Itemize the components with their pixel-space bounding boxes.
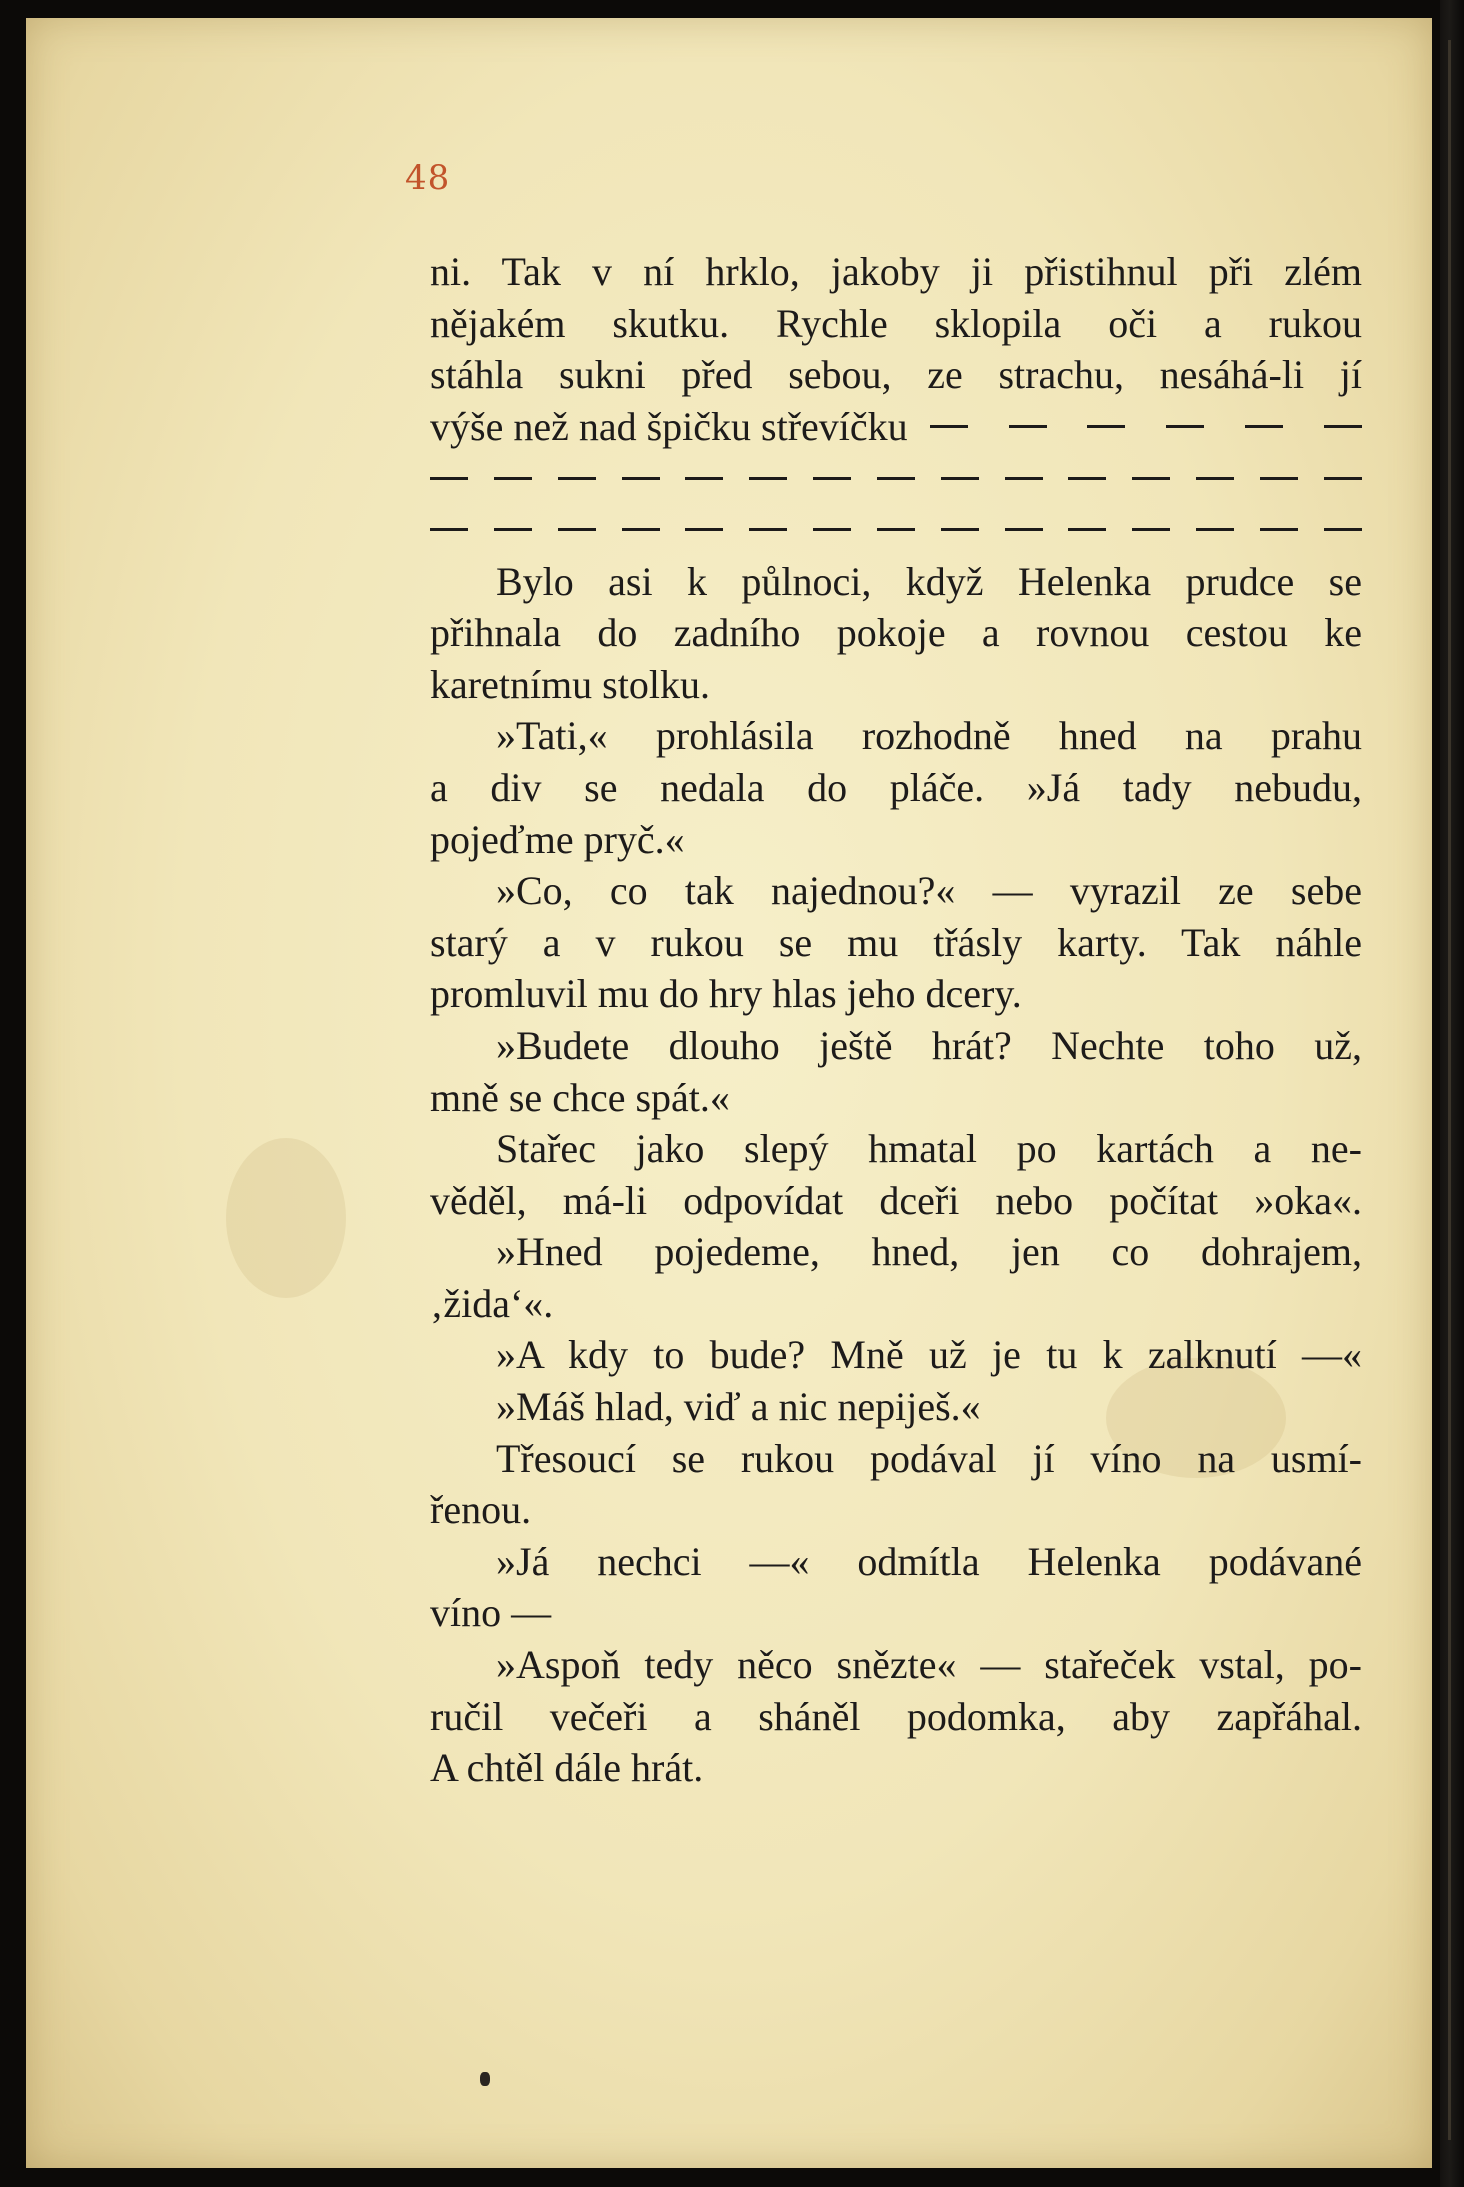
dash	[622, 528, 660, 531]
text-line: stáhla sukni před sebou, ze strachu, nesáhá-li jí	[430, 352, 1362, 398]
text-line: Bylo asi k půlnoci, když Helenka prudce se	[496, 558, 1362, 604]
book-page	[26, 18, 1432, 2168]
paragraph	[430, 246, 1362, 298]
text-line: »Tati,« prohlásila rozhodně hned na prahu	[496, 713, 1362, 759]
paragraph	[430, 1484, 1362, 1536]
paragraph	[430, 968, 1362, 1020]
paragraph	[430, 556, 1362, 608]
dash	[430, 528, 468, 531]
dash	[1087, 425, 1125, 428]
text-line: nějakém skutku. Rychle sklopila oči a rukou	[430, 300, 1362, 346]
dash	[685, 477, 723, 480]
paragraph	[430, 1329, 1362, 1381]
dash	[1005, 528, 1043, 531]
dash	[1260, 477, 1298, 480]
text-line: »Máš hlad, viď a nic nepiješ.«	[496, 1384, 981, 1430]
dash-row	[930, 425, 1362, 428]
paragraph	[430, 1381, 1362, 1433]
dash	[930, 425, 968, 428]
dash	[1245, 425, 1283, 428]
paragraph	[430, 710, 1362, 762]
dash	[749, 528, 787, 531]
paragraph	[430, 1691, 1362, 1743]
paper-stain	[226, 1138, 346, 1298]
text-line: Stařec jako slepý hmatal po kartách a ne-	[496, 1126, 1362, 1172]
dash	[494, 477, 532, 480]
text-line: »Co, co tak najednou?« — vyrazil ze sebe	[496, 868, 1362, 914]
text-line: promluvil mu do hry hlas jeho dcery.	[430, 971, 1022, 1017]
dash	[1166, 425, 1204, 428]
text-line: víno —	[430, 1590, 552, 1636]
dash	[1324, 425, 1362, 428]
text-line: »Aspoň tedy něco snězte« — stařeček vstal, po-	[496, 1642, 1362, 1688]
text-line-with-dashes	[430, 401, 1362, 453]
text-line: ni. Tak v ní hrklo, jakoby ji přistihnul při zlém	[430, 249, 1362, 294]
paragraph	[430, 1175, 1362, 1227]
paragraph	[430, 1226, 1362, 1278]
dash	[1009, 425, 1047, 428]
dash	[685, 528, 723, 531]
text-line: přihnala do zadního pokoje a rovnou cestou ke	[430, 610, 1362, 656]
dash	[813, 477, 851, 480]
text-line: ručil večeři a sháněl podomka, aby zapřáhal.	[430, 1693, 1362, 1739]
text-line: řenou.	[430, 1487, 532, 1533]
dash	[1324, 477, 1362, 480]
page-number: 48	[405, 158, 451, 198]
text-line: starý a v rukou se mu třásly karty. Tak náhle	[430, 919, 1362, 965]
paragraph	[430, 917, 1362, 969]
paragraph	[430, 1278, 1362, 1330]
paragraph	[430, 1072, 1362, 1124]
text-line: a div se nedala do pláče. »Já tady nebudu,	[430, 764, 1362, 810]
dash	[1005, 477, 1043, 480]
paragraph	[430, 865, 1362, 917]
paragraph	[430, 1536, 1362, 1588]
dash	[813, 528, 851, 531]
paragraph	[430, 1123, 1362, 1175]
dash-line	[430, 504, 1362, 556]
text-line: »Já nechci —« odmítla Helenka podávané	[496, 1538, 1362, 1584]
text-line: pojeďme pryč.«	[430, 816, 685, 862]
text-line: Třesoucí se rukou podával jí víno na usmí-	[496, 1435, 1362, 1481]
paragraph	[430, 1742, 1362, 1794]
dash	[1324, 528, 1362, 531]
spine-seam	[1448, 40, 1451, 2140]
dash	[877, 477, 915, 480]
dash-line	[430, 452, 1362, 504]
dash	[494, 528, 532, 531]
dash	[1260, 528, 1298, 531]
body-text	[430, 246, 1362, 1794]
dash	[877, 528, 915, 531]
dash	[1132, 477, 1170, 480]
paragraph	[430, 1433, 1362, 1485]
dash	[1196, 528, 1234, 531]
paragraph	[430, 814, 1362, 866]
dash	[749, 477, 787, 480]
text-line: »Hned pojedeme, hned, jen co dohrajem,	[496, 1229, 1362, 1275]
text-line: mně se chce spát.«	[430, 1074, 730, 1120]
paragraph	[430, 659, 1362, 711]
text-line: výše než nad špičku střevíčku	[430, 403, 908, 449]
dash	[941, 477, 979, 480]
dash	[622, 477, 660, 480]
paragraph	[430, 298, 1362, 350]
paragraph	[430, 1639, 1362, 1691]
dash	[558, 477, 596, 480]
dash	[941, 528, 979, 531]
dash	[1132, 528, 1170, 531]
dash	[558, 528, 596, 531]
paragraph	[430, 607, 1362, 659]
paragraph	[430, 349, 1362, 401]
dash	[430, 477, 468, 480]
text-line: »A kdy to bude? Mně už je tu k zalknutí —«	[496, 1332, 1362, 1378]
paragraph	[430, 1587, 1362, 1639]
paragraph	[430, 1020, 1362, 1072]
dash	[1068, 477, 1106, 480]
dash	[1196, 477, 1234, 480]
text-line: karetnímu stolku.	[430, 661, 710, 707]
dash	[1068, 528, 1106, 531]
text-line: A chtěl dále hrát.	[430, 1745, 704, 1791]
book-spine-edge	[1440, 0, 1464, 2187]
ink-speck	[480, 2072, 490, 2086]
text-line: věděl, má-li odpovídat dceři nebo počítat »oka«.	[430, 1177, 1362, 1223]
text-line: ‚žida‘«.	[430, 1280, 554, 1326]
text-line: »Budete dlouho ještě hrát? Nechte toho už,	[496, 1022, 1362, 1068]
paragraph	[430, 762, 1362, 814]
